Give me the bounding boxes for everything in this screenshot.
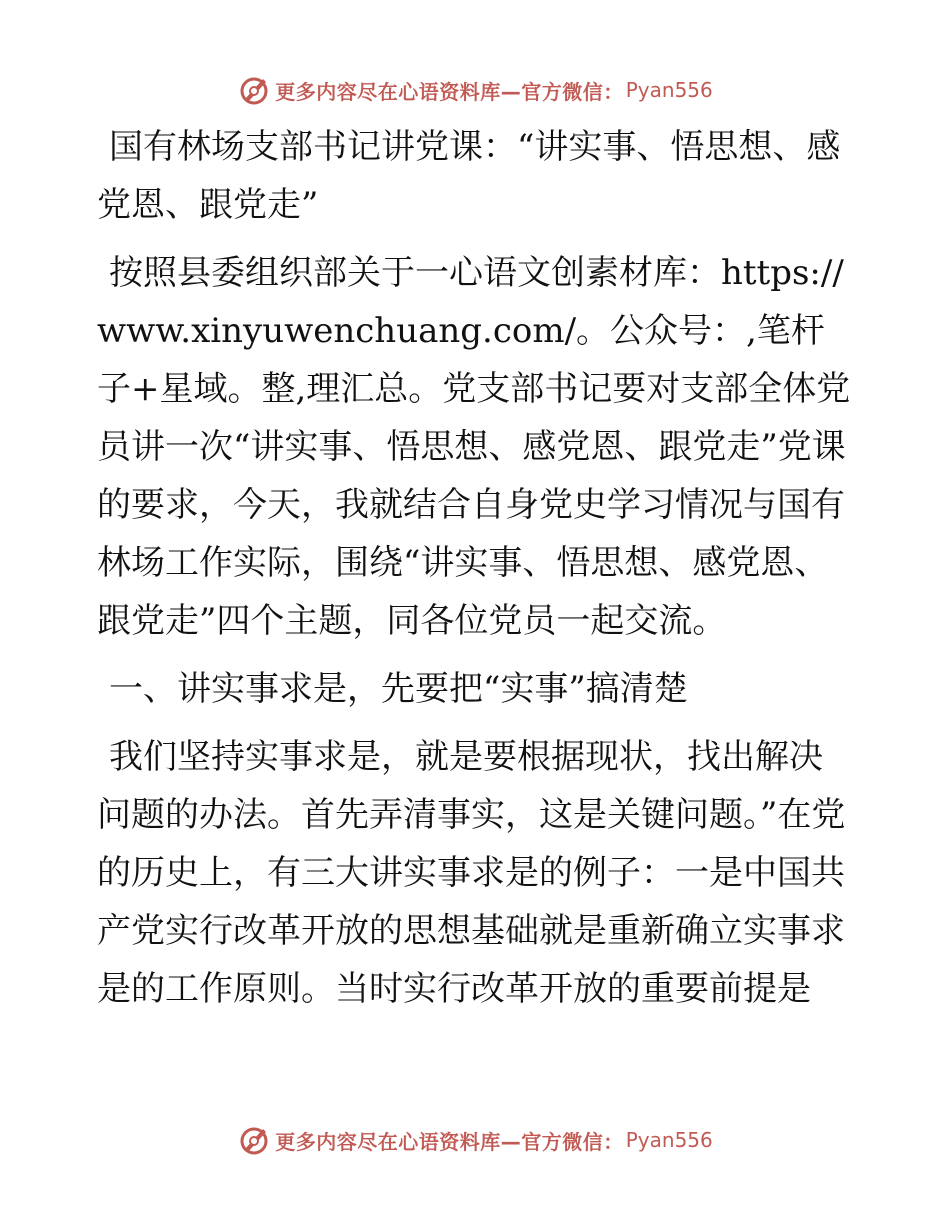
- section-heading-1: 一、讲实事求是，先要把“实事”搞清楚: [109, 669, 688, 709]
- body-paragraph-section-1: 我们坚持实事求是，就是要根据现状，找出解决问题的办法。首先弄清事实，这是关键问题。”在党的历史上，有三大讲实事求是的例子：一是中国共产党实行改革开放的思想基础就是重新确立实事求是的工作原则。当时实行改革开放的重要前提是: [97, 737, 846, 1009]
- header-banner-contact: Pyan556: [625, 78, 713, 102]
- footer-banner-contact: Pyan556: [625, 1128, 713, 1152]
- document-title: 国有林场支部书记讲党课：“讲实事、悟思想、感党恩、跟党走”: [97, 127, 841, 225]
- footer-banner: [0, 1120, 950, 1160]
- quill-pen-circle-logo-icon: [237, 73, 271, 107]
- quill-pen-circle-logo-icon: [237, 1123, 271, 1157]
- document-body: [97, 118, 853, 1018]
- header-banner-text: 更多内容尽在心语资料库—官方微信：: [275, 79, 624, 104]
- header-banner: [0, 70, 950, 110]
- footer-banner-text: 更多内容尽在心语资料库—官方微信：: [275, 1129, 624, 1154]
- body-paragraph-intro: 按照县委组织部关于一心语文创素材库：https://www.xinyuwenchuang.com/。公众号：,笔杆子+星域。整,理汇总。党支部书记要对支部全体党员讲一次“讲实事、悟思想、感党恩、跟党走”党课的要求，今天，我就结合自身党史学习情况与国有林场工作实际，围绕“讲实事、悟思想、感党恩、跟党走”四个主题，同各位党员一起交流。: [97, 253, 851, 641]
